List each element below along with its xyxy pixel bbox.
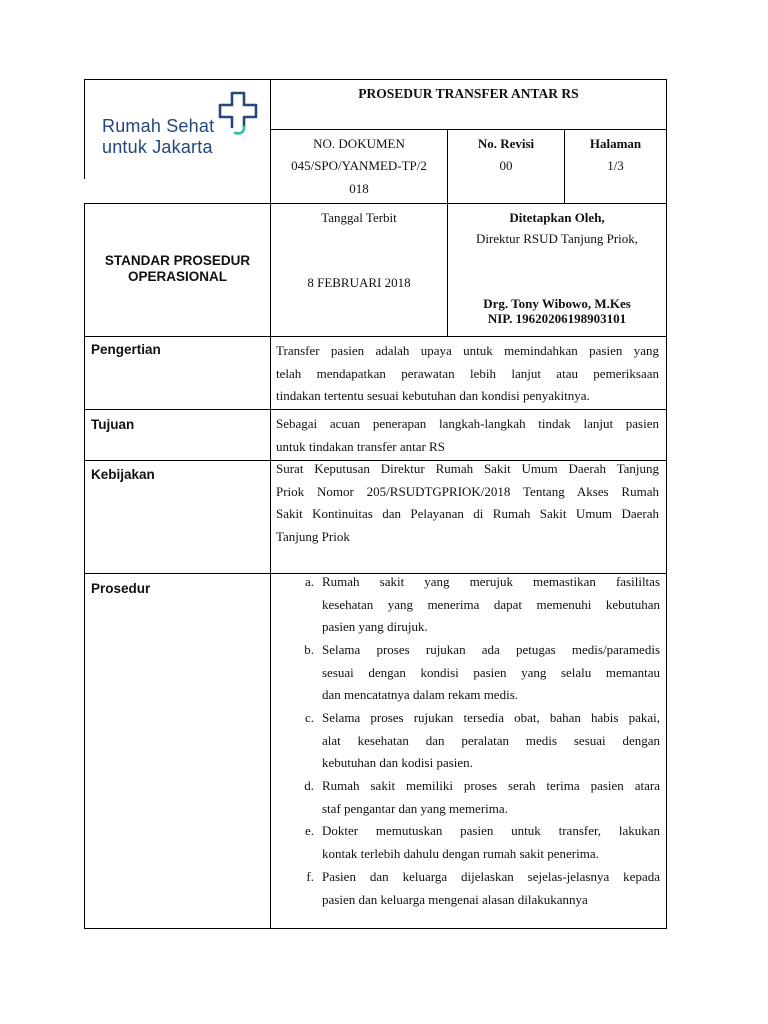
- text-line: Dokter memutuskan pasien untuk transfer, lakukan: [322, 823, 660, 838]
- approver-nip: NIP. 19620206198903101: [487, 311, 627, 326]
- text-line: Surat Keputusan Direktur Rumah Sakit Umum Daerah Tanjung: [276, 461, 659, 476]
- text-line: alat kesehatan dan peralatan medis sesuai dengan: [322, 732, 660, 748]
- page-label: Halaman: [589, 136, 642, 151]
- text-line: pasien yang dirujuk.: [322, 619, 428, 635]
- grid-line: [84, 79, 85, 179]
- section-text-pengertian: [276, 340, 659, 408]
- list-marker: a.: [304, 574, 314, 589]
- doc-number-line-2: 018: [349, 181, 369, 196]
- grid-line: [84, 336, 667, 337]
- grid-line: [84, 79, 667, 80]
- text-line: Transfer pasien adalah upaya untuk memindahkan pasien yang: [276, 343, 659, 358]
- approval-label: Ditetapkan Oleh,: [509, 210, 605, 225]
- list-marker: c.: [304, 710, 314, 725]
- logo-text-line-2: untuk Jakarta: [102, 137, 213, 157]
- issue-date: 8 FEBRUARI 2018: [307, 275, 411, 290]
- text-line: pasien dan keluarga mengenai alasan dilakukannya: [322, 891, 588, 907]
- document-title: PROSEDUR TRANSFER ANTAR RS: [358, 86, 579, 101]
- grid-line: [270, 79, 271, 929]
- doc-number-line-1: 045/SPO/YANMED-TP/2: [291, 158, 427, 173]
- text-line: Selama proses rujukan tersedia obat, bahan habis pakai,: [322, 710, 660, 725]
- revision-label: No. Revisi: [477, 136, 535, 151]
- text-line: telah mendapatkan perawatan lebih lanjut atau pemeriksaan: [276, 365, 659, 381]
- text-line: sesuai dengan kondisi pasien yang selalu memantau: [322, 664, 660, 680]
- text-line: tindakan tertentu sesuai kebutuhan dan kondisi penyakitnya.: [276, 388, 590, 404]
- text-line: Tanjung Priok: [276, 528, 350, 544]
- grid-line: [84, 203, 667, 204]
- list-marker: d.: [304, 778, 314, 793]
- text-line: dan mencatatnya dalam rekam medis.: [322, 687, 519, 703]
- section-label-prosedur: Prosedur: [91, 581, 151, 596]
- medical-cross-icon: [216, 91, 268, 137]
- list-marker: b.: [304, 642, 314, 657]
- sop-label-line-2: OPERASIONAL: [127, 268, 227, 284]
- text-line: Rumah sakit yang merujuk memastikan fasililtas: [322, 574, 660, 589]
- text-line: staf pengantar dan yang memerima.: [322, 800, 508, 816]
- logo-text-line-1: Rumah Sehat: [102, 116, 215, 136]
- text-line: Sakit Kontinuitas dan Pelayanan di Rumah Sakit Umum Daerah: [276, 506, 659, 522]
- issue-date-label: Tanggal Terbit: [321, 210, 397, 225]
- list-marker: e.: [304, 823, 314, 838]
- doc-number-label: NO. DOKUMEN: [313, 136, 405, 151]
- text-line: kesehatan yang menerima dapat memenuhi kebutuhan: [322, 596, 660, 612]
- text-line: Selama proses rujukan ada petugas medis/paramedis: [322, 642, 660, 657]
- text-line: Pasien dan keluarga dijelaskan sejelas-jelasnya kepada: [322, 869, 660, 884]
- section-text-tujuan: [276, 413, 659, 458]
- grid-line: [270, 129, 667, 130]
- text-line: untuk tindakan transfer antar RS: [276, 438, 445, 454]
- revision-value: 00: [499, 158, 513, 173]
- text-line: Sebagai acuan penerapan langkah-langkah tindak lanjut pasien: [276, 416, 659, 431]
- section-label-pengertian: Pengertian: [91, 342, 161, 357]
- text-line: kebutuhan dan kodisi pasien.: [322, 755, 473, 771]
- section-text-kebijakan: [276, 458, 659, 548]
- text-line: kontak terlebih dahulu dengan rumah sakit penerima.: [322, 845, 599, 861]
- approver-name: Drg. Tony Wibowo, M.Kes: [483, 296, 631, 311]
- sop-label-line-1: STANDAR PROSEDUR: [104, 253, 251, 268]
- text-line: Rumah sakit memiliki proses serah terima pasien atara: [322, 778, 660, 793]
- text-line: Priok Nomor 205/RSUDTGPRIOK/2018 Tentang Akses Rumah: [276, 483, 659, 499]
- approval-position: Direktur RSUD Tanjung Priok,: [475, 231, 639, 246]
- list-marker: f.: [306, 869, 314, 884]
- page-value: 1/3: [607, 158, 624, 173]
- grid-line: [666, 79, 667, 929]
- grid-line: [84, 409, 667, 410]
- grid-line: [84, 203, 85, 929]
- section-label-tujuan: Tujuan: [91, 417, 135, 432]
- grid-line: [84, 928, 667, 929]
- sop-label: [85, 253, 270, 284]
- section-label-kebijakan: Kebijakan: [91, 467, 155, 482]
